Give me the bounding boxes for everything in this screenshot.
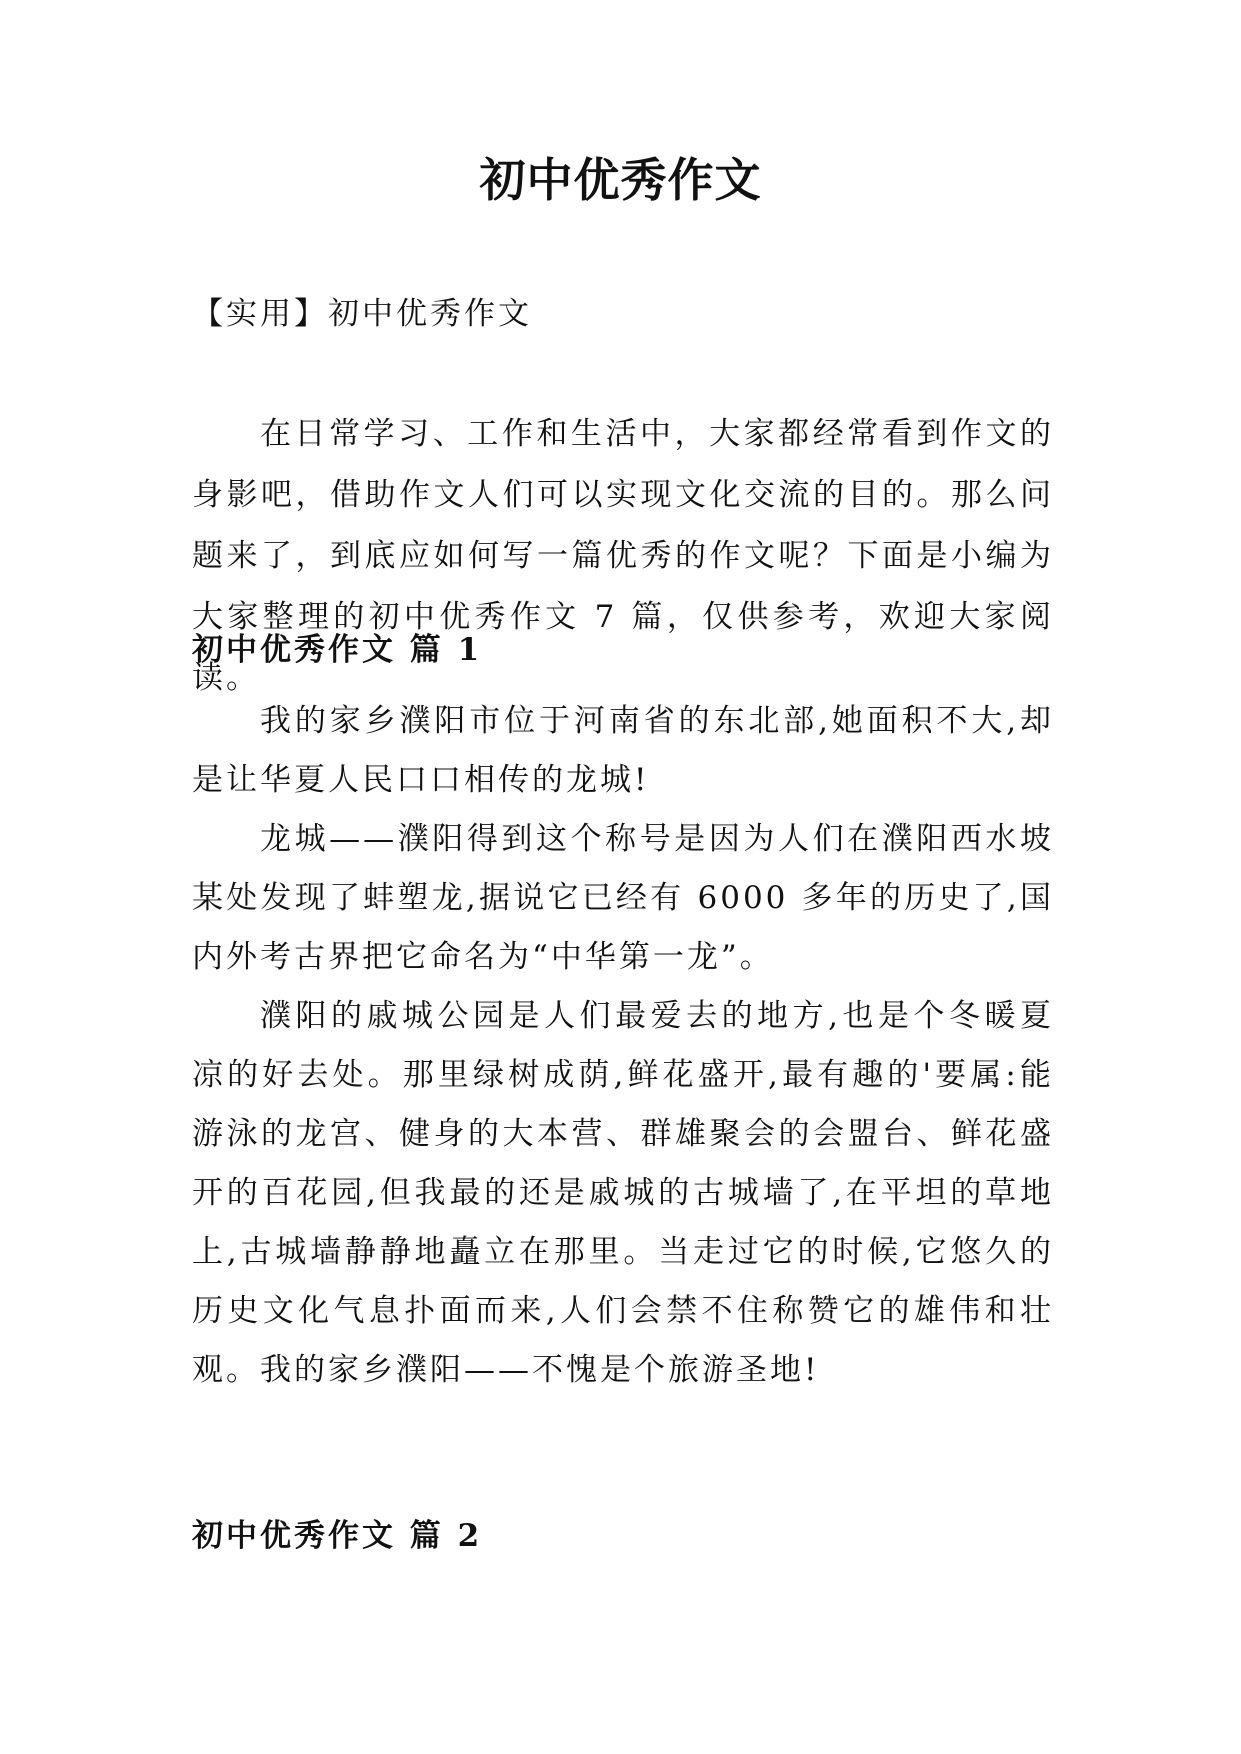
section-1-paragraph-4: 我的家乡濮阳——不愧是个旅游圣地!: [260, 1352, 820, 1388]
section-1-paragraph-3: 濮阳的戚城公园是人们最爱去的地方,也是个冬暖夏凉的好去处。那里绿树成荫,鲜花盛开,最有趣的'要属:能游泳的龙宫、健身的大本营、群雄聚会的会盟台、鲜花盛开的百花园,但我最的还是戚城的古城墙了,在平坦的草地上,古城墙静静地矗立在那里。当走过它的时候,它悠久的历史文化气息扑面而来,人们会禁不住称赞它的雄伟和壮观。: [192, 998, 1054, 1388]
document-subtitle: 【实用】初中优秀作文: [192, 296, 532, 332]
document-title: 初中优秀作文: [479, 153, 762, 207]
section-1-paragraph-1: 我的家乡濮阳市位于河南省的东北部,她面积不大,却是让华夏人民口口相传的龙城!: [192, 703, 1054, 798]
intro-paragraph: 在日常学习、工作和生活中，大家都经常看到作文的身影吧，借助作文人们可以实现文化交流的目的。那么问题来了，到底应如何写一篇优秀的作文呢？下面是小编为大家整理的初中优秀作文 7 篇，仅供参考，欢迎大家阅读。: [192, 416, 1054, 696]
section-1-paragraph-2: 龙城——濮阳得到这个称号是因为人们在濮阳西水坡某处发现了蚌塑龙,据说它已经有 6000 多年的历史了,国内外考古界把它命名为“中华第一龙”。: [192, 821, 1054, 975]
section-heading-1: 初中优秀作文 篇 1: [192, 632, 483, 668]
section-heading-2: 初中优秀作文 篇 2: [192, 1518, 483, 1554]
